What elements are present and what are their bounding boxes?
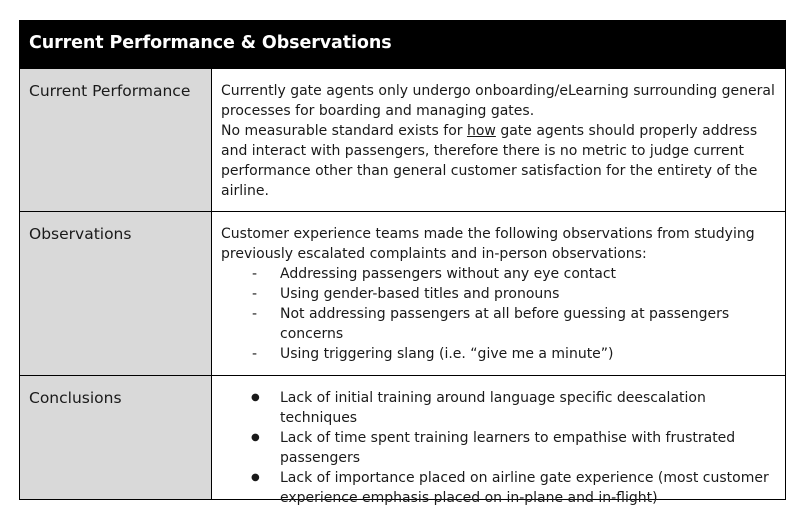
observations-intro: Customer experience teams made the following observations from studying previously escalated complaints and in-person observations: xyxy=(221,226,755,262)
row-content-current-performance xyxy=(212,69,785,211)
row-label-current-performance: Current Performance xyxy=(20,69,212,211)
performance-table xyxy=(19,20,786,506)
row-content-observations xyxy=(212,212,785,375)
list-item: - Addressing passengers without any eye contact xyxy=(221,264,777,284)
table-header: Current Performance & Observations xyxy=(20,21,785,68)
underlined-how: how xyxy=(466,123,496,139)
list-item: ● Lack of time spent training learners to empathise with frustrated passengers xyxy=(221,428,777,468)
current-performance-paragraph-2 xyxy=(221,121,777,201)
list-item: - Using gender-based titles and pronouns xyxy=(221,284,777,304)
row-content-conclusions xyxy=(212,376,785,506)
row-label-conclusions: Conclusions xyxy=(20,376,212,499)
list-item: - Using triggering slang (i.e. “give me a minute”) xyxy=(221,344,777,364)
table-row-conclusions xyxy=(20,375,785,506)
table-row-current-performance xyxy=(20,68,785,211)
list-item: ● Lack of importance placed on airline gate experience (most customer experience emphasis placed on in-plane and in-flight) xyxy=(221,468,777,508)
list-item: - Not addressing passengers at all before guessing at passengers concerns xyxy=(221,304,777,344)
table-row-observations xyxy=(20,211,785,375)
current-performance-paragraph-1: Currently gate agents only undergo onboarding/eLearning surrounding general processes for boarding and managing gates. xyxy=(221,83,775,119)
row-label-observations: Observations xyxy=(20,212,212,375)
conclusions-list xyxy=(221,388,777,508)
paragraph-2-rest: gate agents should properly address and interact with passengers, therefore there is no metric to judge current performance other than general customer satisfaction for the entirety of the airline. xyxy=(221,123,758,199)
observations-list xyxy=(221,264,777,364)
paragraph-2-lead: No measurable standard exists for xyxy=(221,123,467,139)
list-item: ● Lack of initial training around language specific deescalation techniques xyxy=(221,388,777,428)
